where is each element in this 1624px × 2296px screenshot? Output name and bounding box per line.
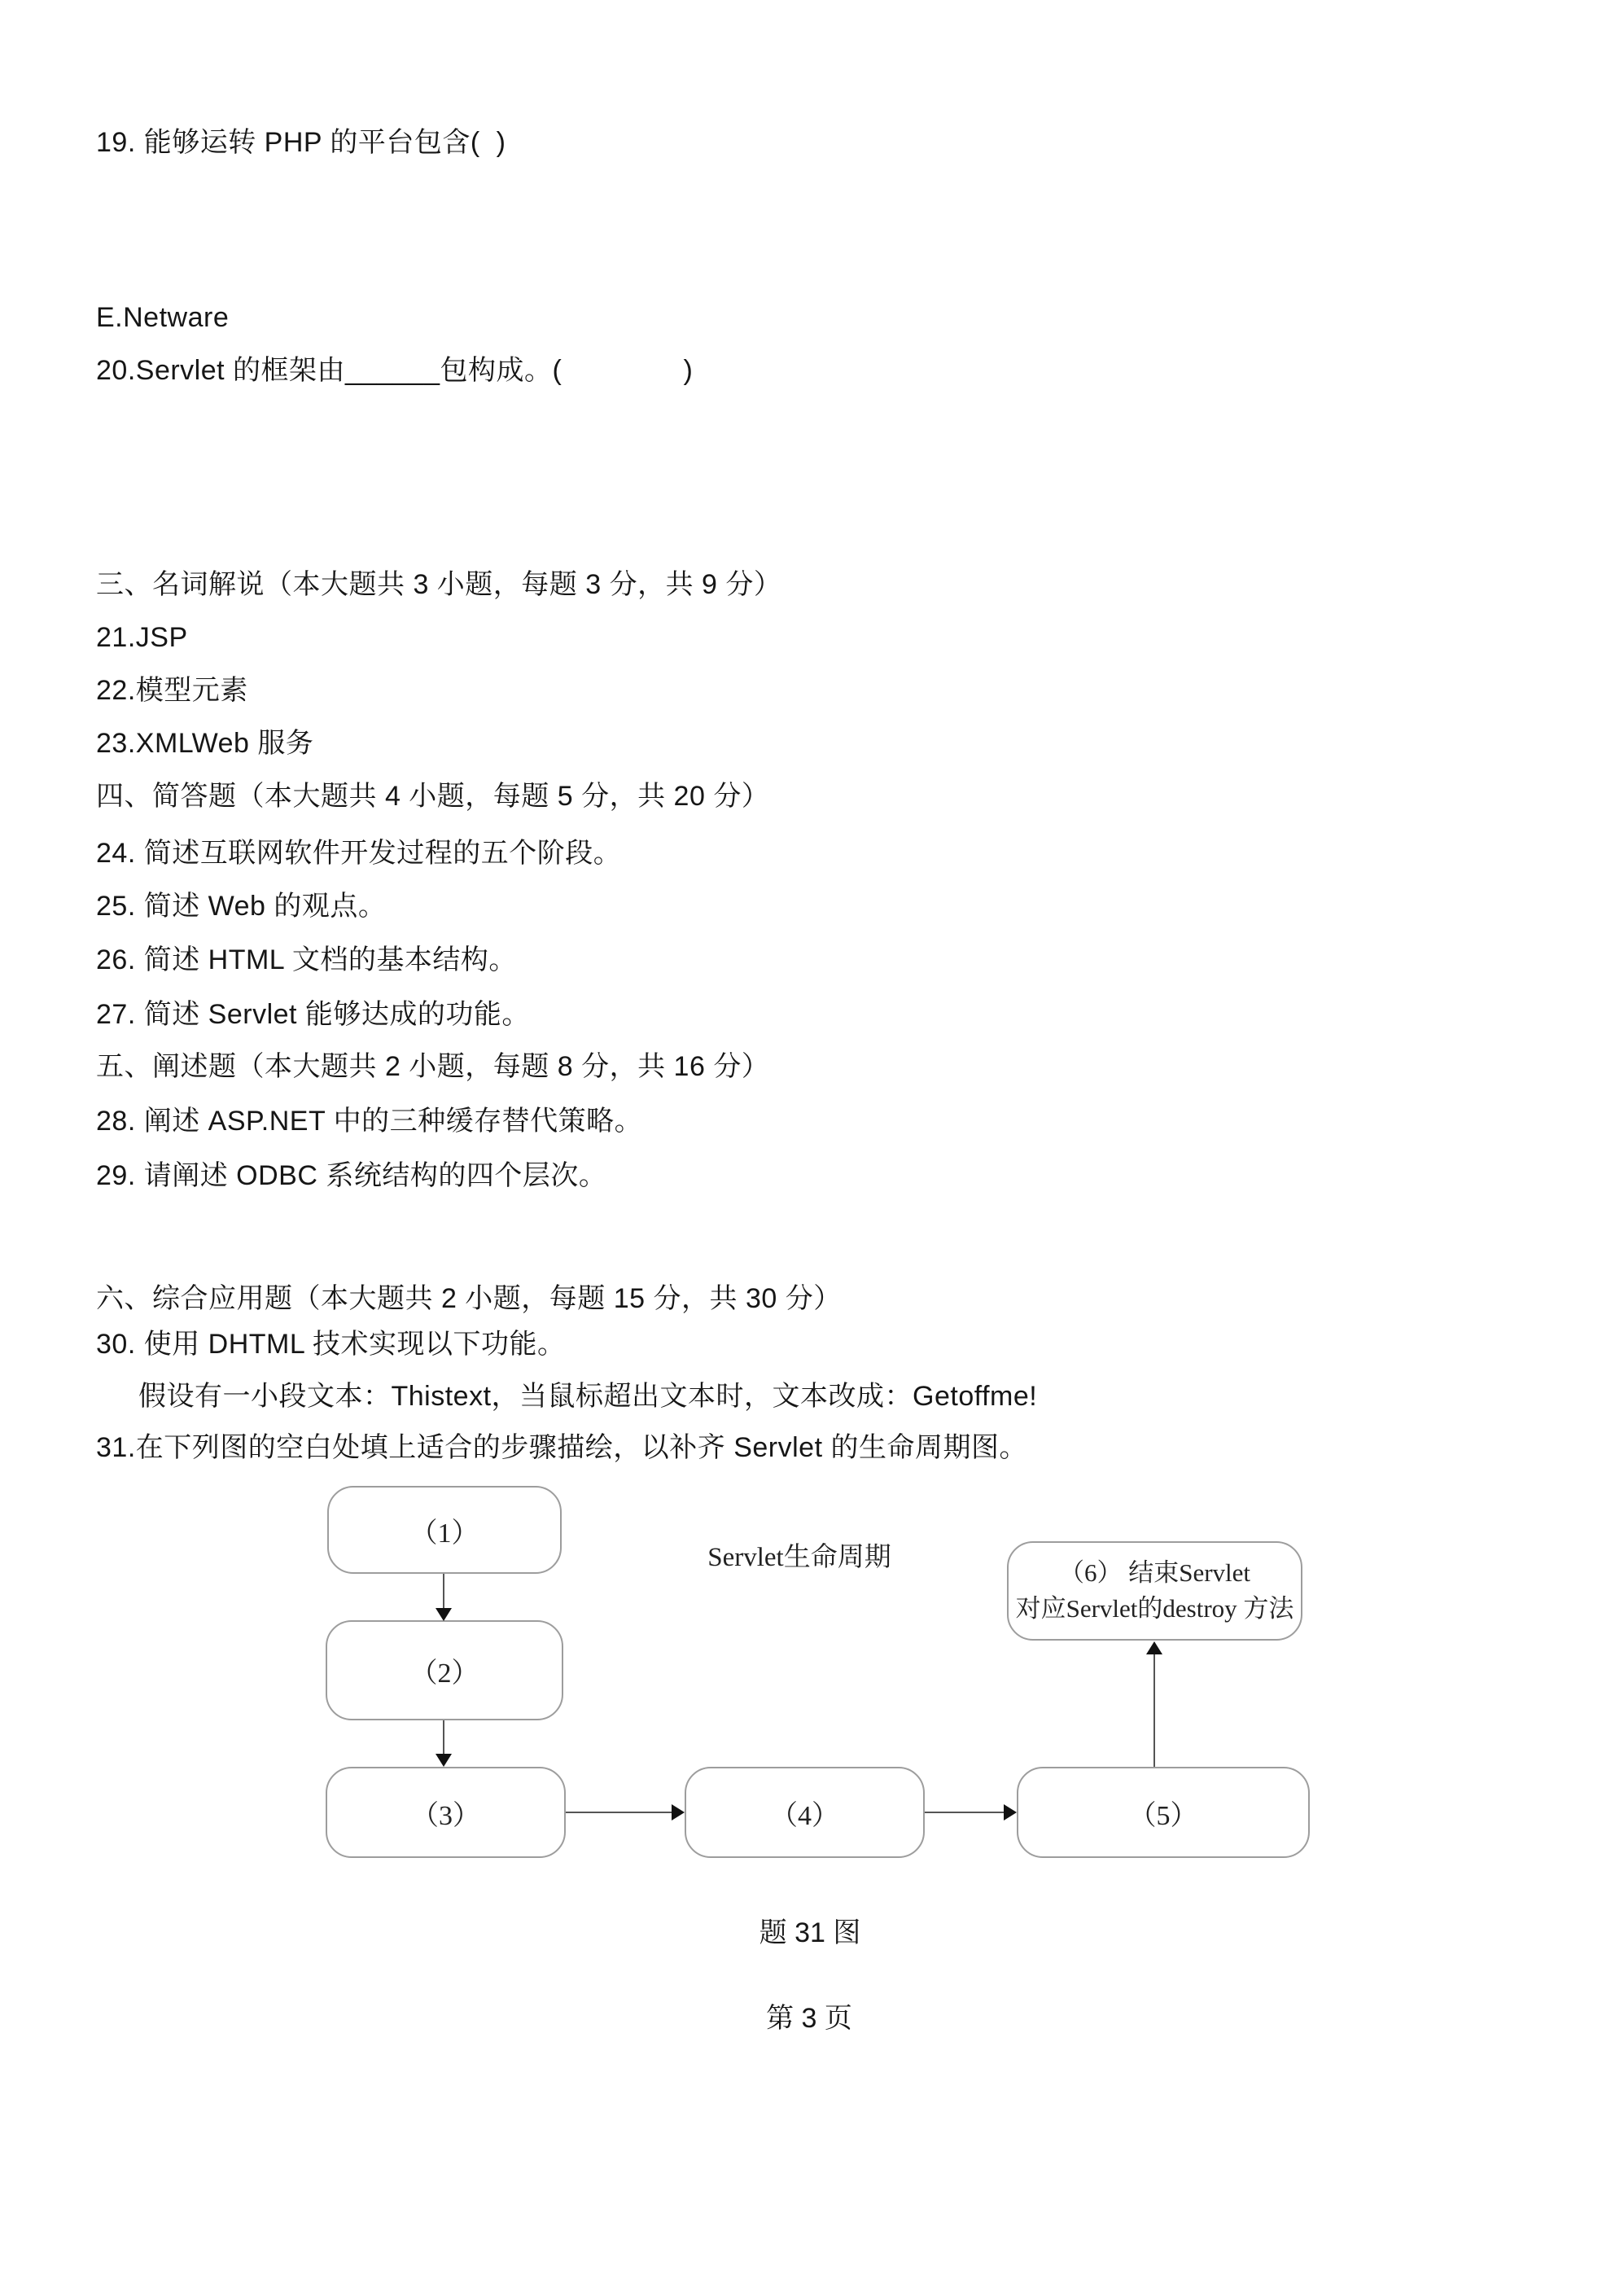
arrow-3-to-4-line: [566, 1812, 674, 1813]
flow-box-4-label: （4）: [770, 1800, 839, 1831]
flow-box-3: [326, 1767, 566, 1858]
page-number: 第 3 页: [766, 2003, 852, 2034]
section-6-header: 六、综合应用题（本大题共 2 小题，每题 15 分，共 30 分）: [96, 1283, 842, 1314]
flow-box-3-label: （3）: [411, 1800, 480, 1831]
arrow-4-to-5-head-icon: [1004, 1804, 1017, 1821]
arrow-2-to-3-head-icon: [436, 1754, 452, 1767]
question-20: 20.Servlet 的框架由______包构成。( ): [96, 355, 694, 386]
arrow-4-to-5-line: [925, 1812, 1006, 1813]
question-27: 27. 简述 Servlet 能够达成的功能。: [96, 999, 530, 1030]
flow-box-4: [685, 1767, 925, 1858]
flow-box-1-label: （1）: [409, 1518, 479, 1549]
section-4-header: 四、简答题（本大题共 4 小题，每题 5 分，共 20 分）: [96, 781, 770, 812]
figure-caption: 题 31 图: [759, 1917, 861, 1948]
diagram-title: Servlet生命周期: [707, 1543, 891, 1572]
flow-box-5-label: （5）: [1128, 1800, 1198, 1831]
flow-box-6-label-line1: （6） 结束Servlet: [1058, 1558, 1251, 1587]
question-28: 28. 阐述 ASP.NET 中的三种缓存替代策略。: [96, 1106, 643, 1137]
arrow-5-to-6-line: [1153, 1653, 1155, 1767]
arrow-1-to-2-head-icon: [436, 1608, 452, 1621]
question-29: 29. 请阐述 ODBC 系统结构的四个层次。: [96, 1160, 607, 1191]
flow-box-5: [1017, 1767, 1310, 1858]
question-23: 23.XMLWeb 服务: [96, 728, 314, 759]
arrow-5-to-6-head-icon: [1146, 1641, 1162, 1654]
question-21: 21.JSP: [96, 622, 188, 653]
question-30: 30. 使用 DHTML 技术实现以下功能。: [96, 1329, 566, 1360]
question-25: 25. 简述 Web 的观点。: [96, 891, 387, 922]
arrow-2-to-3-line: [443, 1720, 444, 1756]
arrow-1-to-2-line: [443, 1574, 444, 1611]
flow-box-2: [326, 1620, 563, 1720]
question-24: 24. 简述互联网软件开发过程的五个阶段。: [96, 838, 622, 869]
question-26: 26. 简述 HTML 文档的基本结构。: [96, 944, 517, 975]
option-e: E.Netware: [96, 302, 230, 333]
question-30-detail: 假设有一小段文本：Thistext，当鼠标超出文本时，文本改成：Getoffme!: [138, 1381, 1038, 1412]
question-22: 22.模型元素: [96, 675, 248, 706]
arrow-3-to-4-head-icon: [672, 1804, 685, 1821]
flow-box-6-label-line2: 对应Servlet的destroy 方法: [1015, 1594, 1294, 1623]
flow-box-6: [1007, 1541, 1302, 1641]
flow-box-1: [327, 1486, 562, 1574]
section-5-header: 五、阐述题（本大题共 2 小题，每题 8 分，共 16 分）: [96, 1051, 770, 1082]
section-3-header: 三、名词解说（本大题共 3 小题，每题 3 分，共 9 分）: [96, 569, 782, 600]
flow-box-2-label: （2）: [409, 1658, 479, 1689]
question-19: 19. 能够运转 PHP 的平台包含( ): [96, 127, 506, 158]
question-31: 31.在下列图的空白处填上适合的步骤描绘，以补齐 Servlet 的生命周期图。: [96, 1432, 1027, 1463]
